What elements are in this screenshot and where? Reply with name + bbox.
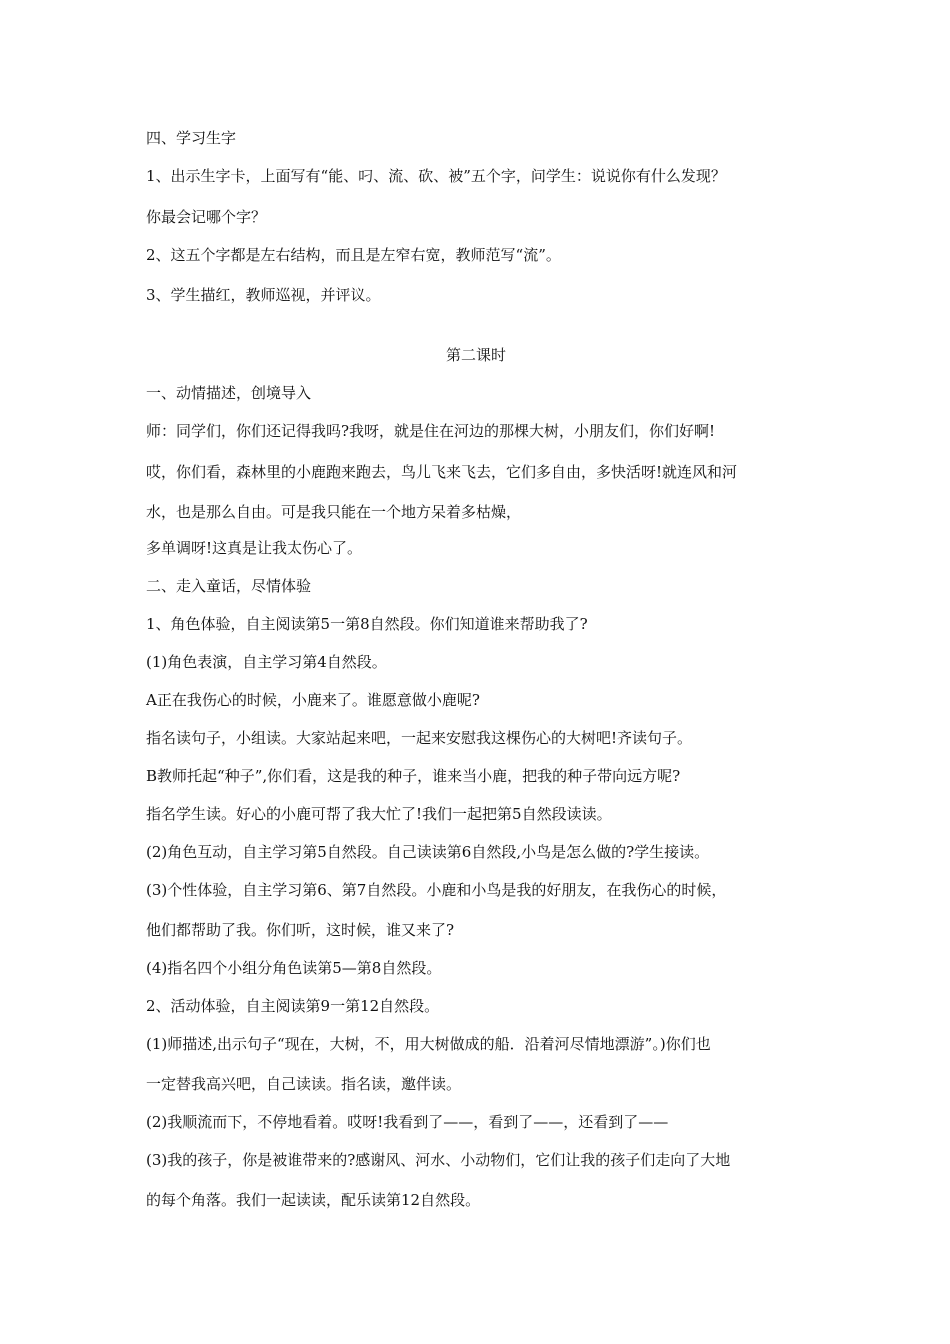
paragraph-line: (2)我顺流而下，不停地看着。哎呀!我看到了——，看到了——，还看到了——	[146, 1113, 669, 1131]
paragraph-line: 水，也是那么自由。可是我只能在一个地方呆着多枯燥，	[146, 503, 522, 521]
paragraph-line: 他们都帮助了我。你们听，这时候，谁又来了?	[146, 921, 455, 939]
paragraph-line: (1)角色表演，自主学习第4自然段。	[146, 653, 387, 671]
paragraph-line: 1、角色体验，自主阅读第5一第8自然段。你们知道谁来帮助我了?	[146, 615, 588, 633]
paragraph-line: 2、这五个字都是左右结构，而且是左窄右宽，教师范写“流”。	[146, 246, 561, 264]
section-heading: 四、学习生字	[146, 129, 237, 147]
paragraph-line: 的每个角落。我们一起读读，配乐读第12自然段。	[146, 1191, 481, 1209]
paragraph-line: 你最会记哪个字？	[146, 208, 267, 226]
paragraph-line: (1)师描述,出示句子“现在，大树，不，用大树做成的船．沿着河尽情地漂游”。)你们也	[146, 1035, 711, 1053]
paragraph-line: B教师托起“种子”,你们看，这是我的种子，谁来当小鹿，把我的种子带向远方呢?	[146, 767, 681, 785]
paragraph-line: 多单调呀!这真是让我太伤心了。	[146, 539, 363, 557]
paragraph-line: 师：同学们，你们还记得我吗?我呀，就是住在河边的那棵大树，小朋友们，你们好啊!	[146, 422, 716, 440]
lesson-title: 第二课时	[445, 346, 506, 364]
paragraph-line: (4)指名四个小组分角色读第5—第8自然段。	[146, 959, 442, 977]
paragraph-line: 3、学生描红，教师巡视，并评议。	[146, 286, 381, 304]
paragraph-line: 指名读句子，小组读。大家站起来吧，一起来安慰我这棵伤心的大树吧!齐读句子。	[146, 729, 693, 747]
paragraph-line: 指名学生读。好心的小鹿可帮了我大忙了!我们一起把第5自然段读读。	[146, 805, 612, 823]
paragraph-line: 1、出示生字卡，上面写有“能、叼、流、砍、被”五个字，问学生：说说你有什么发现？	[146, 167, 726, 185]
section-heading: 二、走入童话，尽情体验	[146, 577, 312, 595]
paragraph-line: 哎，你们看，森林里的小鹿跑来跑去，鸟儿飞来飞去，它们多自由，多快活呀!就连风和河	[146, 463, 738, 481]
section-heading: 一、动情描述，创境导入	[146, 384, 312, 402]
paragraph-line: A正在我伤心的时候，小鹿来了。谁愿意做小鹿呢?	[146, 691, 480, 709]
paragraph-line: (3)我的孩子，你是被谁带来的?感谢风、河水、小动物们，它们让我的孩子们走向了大地	[146, 1151, 731, 1169]
paragraph-line: 一定替我高兴吧，自己读读。指名读，邀伴读。	[146, 1075, 462, 1093]
paragraph-line: 2、活动体验，自主阅读第9一第12自然段。	[146, 997, 440, 1015]
paragraph-line: (2)角色互动，自主学习第5自然段。自己读读第6自然段,小鸟是怎么做的?学生接读。	[146, 843, 710, 861]
paragraph-line: (3)个性体验，自主学习第6、第7自然段。小鹿和小鸟是我的好朋友，在我伤心的时候，	[146, 881, 727, 899]
